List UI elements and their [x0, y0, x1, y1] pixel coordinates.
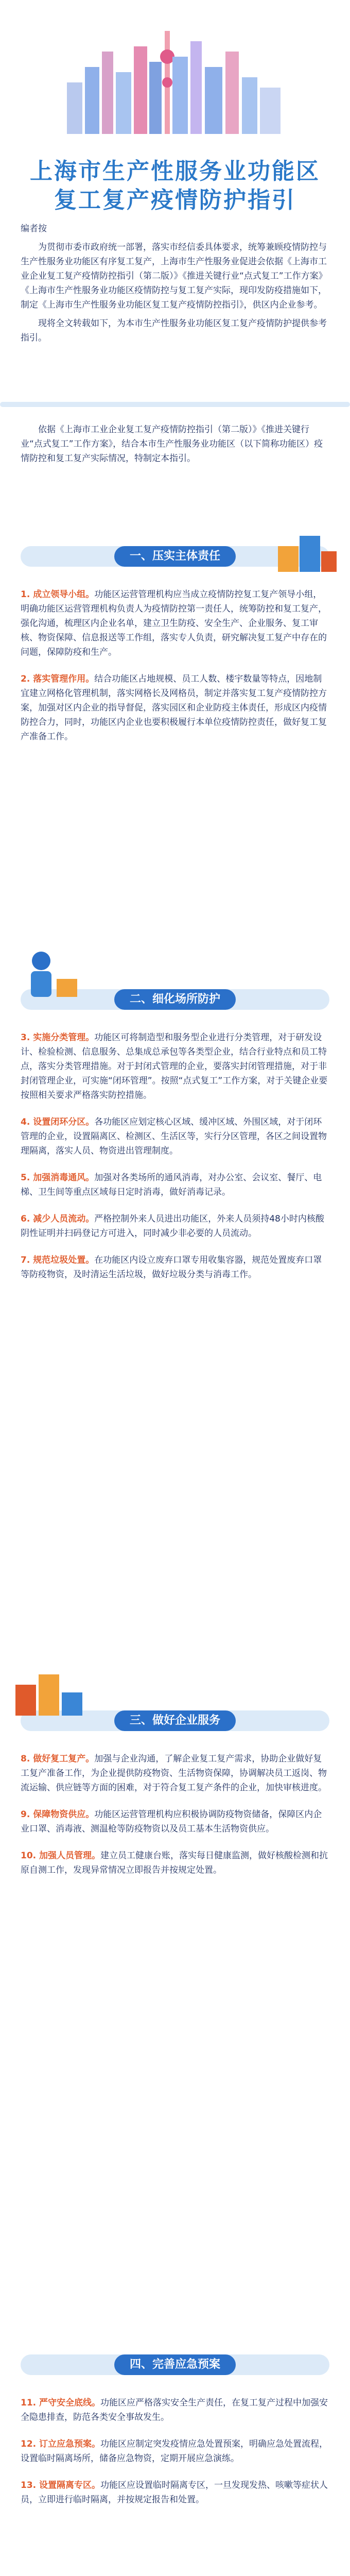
hero-title-line2: 复工复产疫情防护指引: [54, 187, 296, 213]
section-3-body: [21, 1752, 329, 1883]
section-header-4: [0, 2344, 350, 2385]
item-3: 3. 实施分类管理。功能区可将制造型和服务型企业进行分类管理，对于研发设计、检验检测、信息服务、总集成总承包等各类型企业，结合行业特点和员工特点，落实分类管理措施。对于封闭式管理的企业，要落实封闭管理措施，对于非封闭管理企业，可实施“闭环管理”。按照“点式复工”工作方案，对于关键企业要按照相关要求严格落实防控措施。: [21, 1032, 328, 1100]
section-title: 四、完善应急预案: [114, 2354, 236, 2375]
item-5: 5. 加强消毒通风。加强对各类场所的通风消毒，对办公室、会议室、餐厅、电梯、卫生间等重点区域每日定时消毒，做好消毒记录。: [21, 1173, 322, 1197]
item-11: 11. 严守安全底线。功能区应严格落实安全生产责任，在复工复产过程中加强安全隐患排查，防范各类安全事故发生。: [21, 2398, 328, 2422]
item-8: 8. 做好复工复产。加强与企业沟通，了解企业复工复产需求，协助企业做好复工复产准备工作，为企业提供防疫物资、生活物资保障，协调解决员工返岗、物流运输、供应链等方面的困难，对于符合复工复产条件的企业，加快审核进度。: [21, 1754, 327, 1793]
divider-band: [0, 402, 350, 407]
editor-note: [21, 222, 329, 349]
item-1: 1. 成立领导小组。功能区运营管理机构应当成立疫情防控复工复产领导小组，明确功能区运营管理机构负责人为疫情防控第一责任人，统筹防控和复工复产，强化沟通，梳理区内企业名单，建立卫生防疫、安全生产、企业服务、复工审核、物资保障、信息报送等工作组，落实专人负责，研究解决复工复产中存在的问题，保障防疫和生产。: [21, 589, 327, 657]
item-6: 6. 减少人员流动。严格控制外来人员进出功能区，外来人员须持48小时内核酸阴性证明并扫码登记方可进入，同时减少非必要的人员流动。: [21, 1214, 324, 1239]
item-13: 13. 设置隔离专区。功能区应设置临时隔离专区，一旦发现发热、咳嗽等症状人员，立即进行临时隔离，并按规定报告和处置。: [21, 2480, 328, 2505]
preface-text: 依据《上海市工业企业复工复产疫情防控指引（第二版）》《推进关键行业“点式复工”工作方案》，结合本市生产性服务业功能区（以下简称功能区）疫情防控和复工复产实际情况，特制定本指引。: [21, 425, 323, 464]
editor-note-paragraph: 为贯彻市委市政府统一部署，落实市经信委具体要求，统筹兼顾疫情防控与生产性服务业功能区有序复工复产，上海市生产性服务业促进会依据《上海市工业企业复工复产疫情防控指引（第二版）》《推进关键行业“点式复工”工作方案》《上海市生产性服务业功能区疫情防控与复工复产实际，现印发防疫措施如下，制定《上海市生产性服务业功能区复工复产疫情防控指引》，供区内企业参考。: [21, 242, 327, 310]
hero-title: [0, 157, 350, 215]
item-7: 7. 规范垃圾处置。在功能区内设立废弃口罩专用收集容器，规范处置废弃口罩等防疫物资，及时清运生活垃圾，做好垃圾分类与消毒工作。: [21, 1255, 322, 1280]
section-title: 二、细化场所防护: [114, 989, 236, 1010]
section-2-body: [21, 1030, 329, 1287]
item-9: 9. 保障物资供应。功能区运营管理机构应积极协调防疫物资储备，保障区内企业口罩、消毒液、测温枪等防疫物资以及员工基本生活物资供应。: [21, 1809, 322, 1834]
stack-blocks-illustration: [268, 515, 340, 577]
section-title: 一、压实主体责任: [114, 546, 236, 567]
editor-note-label: 编者按: [21, 224, 47, 234]
section-4-body: [21, 2396, 329, 2512]
item-4: 4. 设置闭环分区。各功能区应划定核心区域、缓冲区域、外围区域，对于闭环管理的企业，设置隔离区、检测区、生活区等，实行分区管理，各区之间设置物理隔离，落实人员、物资进出管理制度。: [21, 1117, 327, 1156]
editor-note-paragraph: 现将全文转载如下，为本市生产性服务业功能区复工复产疫情防护提供参考指引。: [21, 318, 327, 343]
blocks-illustration: [10, 1664, 87, 1721]
section-title: 三、做好企业服务: [114, 1710, 236, 1731]
office-worker-illustration: [10, 943, 87, 1005]
section-1-body: [21, 587, 329, 749]
hero-title-line1: 上海市生产性服务业功能区: [30, 158, 320, 184]
item-12: 12. 订立应急预案。功能区应制定突发疫情应急处置预案，明确应急处置流程，设置临时隔离场所，储备应急物资，定期开展应急演练。: [21, 2439, 328, 2464]
preface: [21, 422, 329, 471]
city-skyline-illustration: [62, 21, 288, 134]
item-2: 2. 落实管理作用。结合功能区占地规模、员工人数、楼宇数量等特点，因地制宜建立网格化管理机制，落实网格长及网格员，制定并落实复工复产疫情防控方案，加强对区内企业的指导督促，落实园区和企业防疫主体责任，形成区内疫情防控合力，同时，功能区内企业也要积极履行本单位疫情防控责任，做好复工复产准备工作。: [21, 674, 327, 742]
item-10: 10. 加强人员管理。建立员工健康台账，落实每日健康监测，做好核酸检测和抗原自测工作，发现异常情况立即报告并按规定处置。: [21, 1851, 328, 1875]
